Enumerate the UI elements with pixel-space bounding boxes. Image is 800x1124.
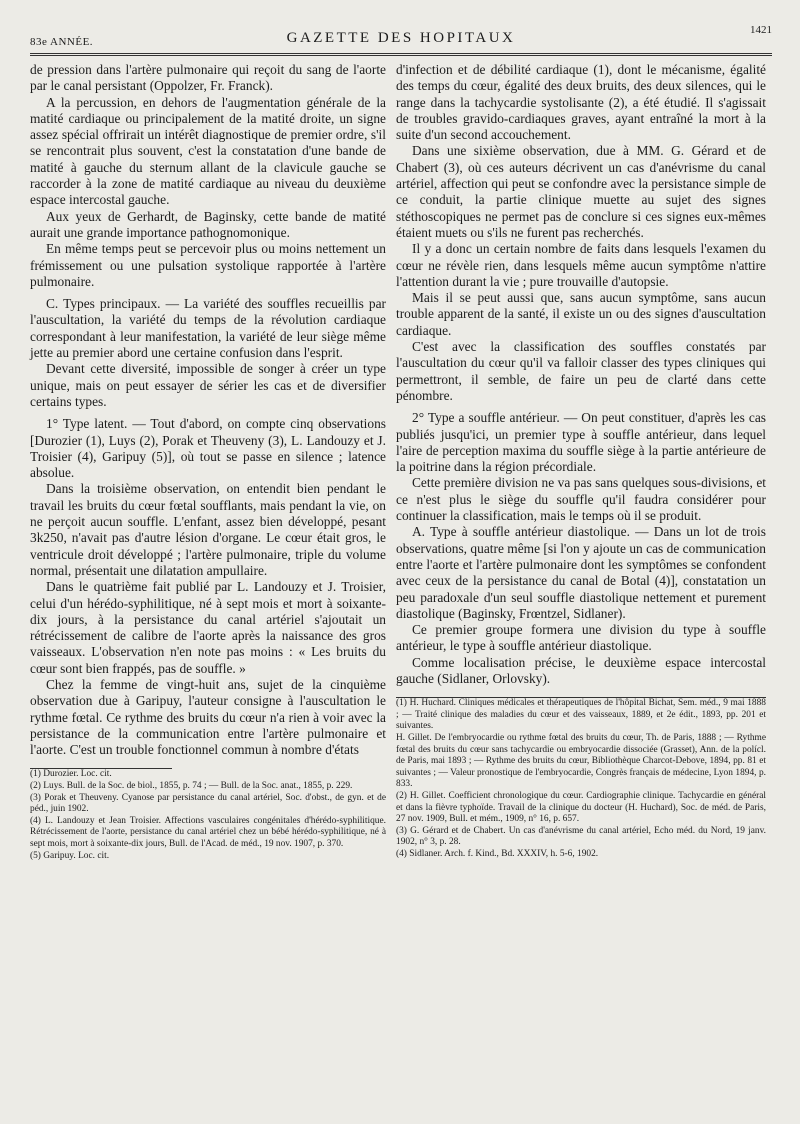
section-heading-paragraph: 1° Type latent. — Tout d'abord, on compte cinq observations [Durozier (1), Luys (2), Porak et Theuveny (3), L. Landouzy et J. Troisier (4), Garipuy (5)], où tout se passe en silence ; latence absolue.: [30, 416, 386, 481]
paragraph: A la percussion, en dehors de l'augmentation générale de la matité cardiaque ou principalement de la matité droite, un signe assez spécial offrirait un intérêt diagnostique de premier ordre, s'il se rencontrait plus souvent, c'est la constatation d'une bande de matité à gauche du sternum allant de la clavicule gauche se raccorder à la zone de matité cardiaque au niveau du deuxième espace intercostal gauche.: [30, 94, 386, 208]
footnote: (2) Luys. Bull. de la Soc. de biol., 1855, p. 74 ; — Bull. de la Soc. anat., 1855, p. 229.: [30, 781, 353, 792]
section-heading-paragraph: C. Types principaux. — La variété des souffles recueillis par l'auscultation, la variété du temps de la révolution cardiaque correspondant à leur manifestation, la variété de leur siège même jette au premier abord une certaine confusion dans l'esprit.: [30, 296, 386, 361]
paragraph: Dans la troisième observation, on entendit bien pendant le travail les bruits du cœur fœtal soufflants, mais pendant la vie, on ne perçoit aucun souffle. L'enfant, assez bien développé, pesant 3k250, n'avait pas d'autre lésion d'organe. Le cœur était gros, le ventricule droit développé ; l'artère pulmonaire, triple du volume normal, présentait une dilatation ampullaire.: [30, 481, 386, 578]
paragraph: Cette première division ne va pas sans quelques sous-divisions, et ce n'est plus le siège du souffle qu'il faudra considérer pour continuer la classification, mais le temps où il se produit.: [396, 475, 766, 524]
paragraph: Ce premier groupe formera une division du type à souffle antérieur, le type à souffle antérieur diastolique.: [396, 622, 766, 654]
left-column: [30, 62, 386, 862]
paragraph: d'infection et de débilité cardiaque (1), dont le mécanisme, égalité des temps du cœur, égalité des deux bruits, des deux silences, qui le range dans la tachycardie systolisante (2), a été étudié. Il s'agissait de troubles gravido-cardiaques graves, ayant entraîné la mort à la suite d'un second accouchement.: [396, 62, 766, 143]
paragraph: de pression dans l'artère pulmonaire qui reçoit du sang de l'aorte par le canal persistant (Oppolzer, Fr. Franck).: [30, 62, 386, 94]
footnotes: [396, 697, 766, 860]
paragraph: Comme localisation précise, le deuxième espace intercostal gauche (Sidlaner, Orlovsky).: [396, 654, 766, 686]
footnotes: [30, 768, 386, 862]
footnote: H. Gillet. De l'embryocardie ou rythme fœtal des bruits du cœur, Th. de Paris, 1888 ; — Rythme fœtal des bruits du cœur sans tachycardie ou embryocardie dissociée (Grasset), Ann. de la polícl. de Paris, mai 1893 ; — Rythme des bruits du cœur, Bibliothèque Charcot-Debove, 1894, pp. 81 et suivantes ; — Valeur pronostique de l'embryocardie, Congrès français de médecine, Lyon 1894, p. 833.: [396, 733, 766, 790]
paragraph: Chez la femme de vingt-huit ans, sujet de la cinquième observation due à Garipuy, l'auteur consigne à l'auscultation le rythme fœtal. Ce rythme des bruits du cœur n'a rien à voir avec la persistance de la communication entre l'artère pulmonaire et l'aorte. C'est un trouble fonctionnel commun à nombre d'états: [30, 676, 386, 758]
footnote: (1) H. Huchard. Cliniques médicales et thérapeutiques de l'hôpital Bichat, Sem. méd., 9 mai 1888 ; — Traité clinique des maladies du cœur et des vaisseaux, 1889, et 2e édit., 1893, pp. 201 et suivantes.: [396, 698, 766, 732]
footnote: (2) H. Gillet. Coefficient chronologique du cœur. Cardiographie clinique. Tachycardie en général et dans la fièvre typhoïde. Travail de la clinique du docteur (H. Huchard), Soc. de méd. de Paris, 27 nov. 1909, Bull. et mém., 1909, n° 16, p. 657.: [396, 791, 766, 825]
page-header: [30, 22, 772, 62]
paragraph: Aux yeux de Gerhardt, de Baginsky, cette bande de matité aurait une grande importance pathognomonique.: [30, 208, 386, 240]
section-heading-paragraph: 2° Type a souffle antérieur. — On peut constituer, d'après les cas publiés jusqu'ici, un premier type à souffle antérieur, dans lequel l'aire de perception maxima du souffle siège à la partie antérieure de la poitrine dans la région précordiale.: [396, 410, 766, 475]
footnote: (5) Garipuy. Loc. cit.: [30, 850, 110, 861]
paragraph: C'est avec la classification des souffles constatés par l'auscultation du cœur qu'il va falloir classer des types cliniques qui permettront, il semble, de faire un peu de clarté dans cette pénombre.: [396, 339, 766, 403]
paragraph: Mais il se peut aussi que, sans aucun symptôme, sans aucun trouble apparent de la santé, il existe un ou des signes d'auscultation cardiaque.: [396, 290, 766, 338]
footnote: (3) G. Gérard et de Chabert. Un cas d'anévrisme du canal artériel, Echo méd. du Nord, 19 janv. 1902, n° 3, p. 28.: [396, 825, 766, 848]
paragraph: Devant cette diversité, impossible de songer à créer un type unique, mais on peut essayer de sérier les cas et de diversifier certains types.: [30, 361, 386, 409]
footnote: (3) Porak et Theuveny. Cyanose par persistance du canal artériel, Soc. d'obst., de gyn. et de péd., juin 1902.: [30, 792, 386, 815]
header-rule: [30, 53, 772, 56]
paragraph: En même temps peut se percevoir plus ou moins nettement un frémissement ou une pulsation systolique rapportée à l'artère pulmonaire.: [30, 241, 386, 289]
paragraph: A. Type à souffle antérieur diastolique. — Dans un lot de trois observations, quatre même [si l'on y ajoute un cas de communication entre l'aorte et l'artère pulmonaire dont les symptômes se confondent avec ceux de la persistance du canal de Botal (4)], constatation un peu paradoxale d'un seul souffle diastolique nettement et purement diastolique (Baginsky, Frœntzel, Sidlaner).: [396, 524, 766, 621]
right-column: [396, 62, 766, 861]
paragraph: Dans une sixième observation, due à MM. G. Gérard et de Chabert (3), où ces auteurs décrivent un cas d'anévrisme du canal artériel, affection qui peut se confondre avec la persistance simple de ce conduit, la partie clinique muette au sujet des signes stéthoscopiques ne permet pas de conclure si ces signes eux-mêmes étaient muets ou s'ils ne furent pas recherchés.: [396, 143, 766, 240]
paragraph: Dans le quatrième fait publié par L. Landouzy et J. Troisier, celui d'un hérédo-syphilitique, né à sept mois et mort à soixante-dix jours, à la persistance du canal artériel s'ajoutait un rétrécissement de calibre de l'aorte après la naissance des gros vaisseaux. L'observation n'en note pas moins : « Les bruits du cœur sont bien frappés, pas de souffle. »: [30, 579, 386, 676]
paragraph: Il y a donc un certain nombre de faits dans lesquels l'examen du cœur ne révèle rien, dans lesquels même aucun symptôme n'attire l'attention durant la vie ; pure trouvaille d'autopsie.: [396, 241, 766, 289]
footnote: (4) L. Landouzy et Jean Troisier. Affections vasculaires congénitales d'hérédo-syphilitique. Rétrécissement de l'aorte, persistance du canal artériel chez un bébé hérédo-syphilitique, né à sept mois, mort à soixante-dix jours, Bull. de l'Acad. de méd., 19 nov. 1907, p. 370.: [30, 815, 386, 850]
year-label: 83e ANNÉE.: [30, 36, 94, 48]
footnote: (1) Durozier. Loc. cit.: [30, 769, 112, 780]
page-number: 1421: [750, 24, 772, 36]
journal-title: GAZETTE DES HOPITAUX: [286, 30, 516, 46]
footnote: (4) Sidlaner. Arch. f. Kind., Bd. XXXIV, h. 5-6, 1902.: [396, 849, 599, 859]
